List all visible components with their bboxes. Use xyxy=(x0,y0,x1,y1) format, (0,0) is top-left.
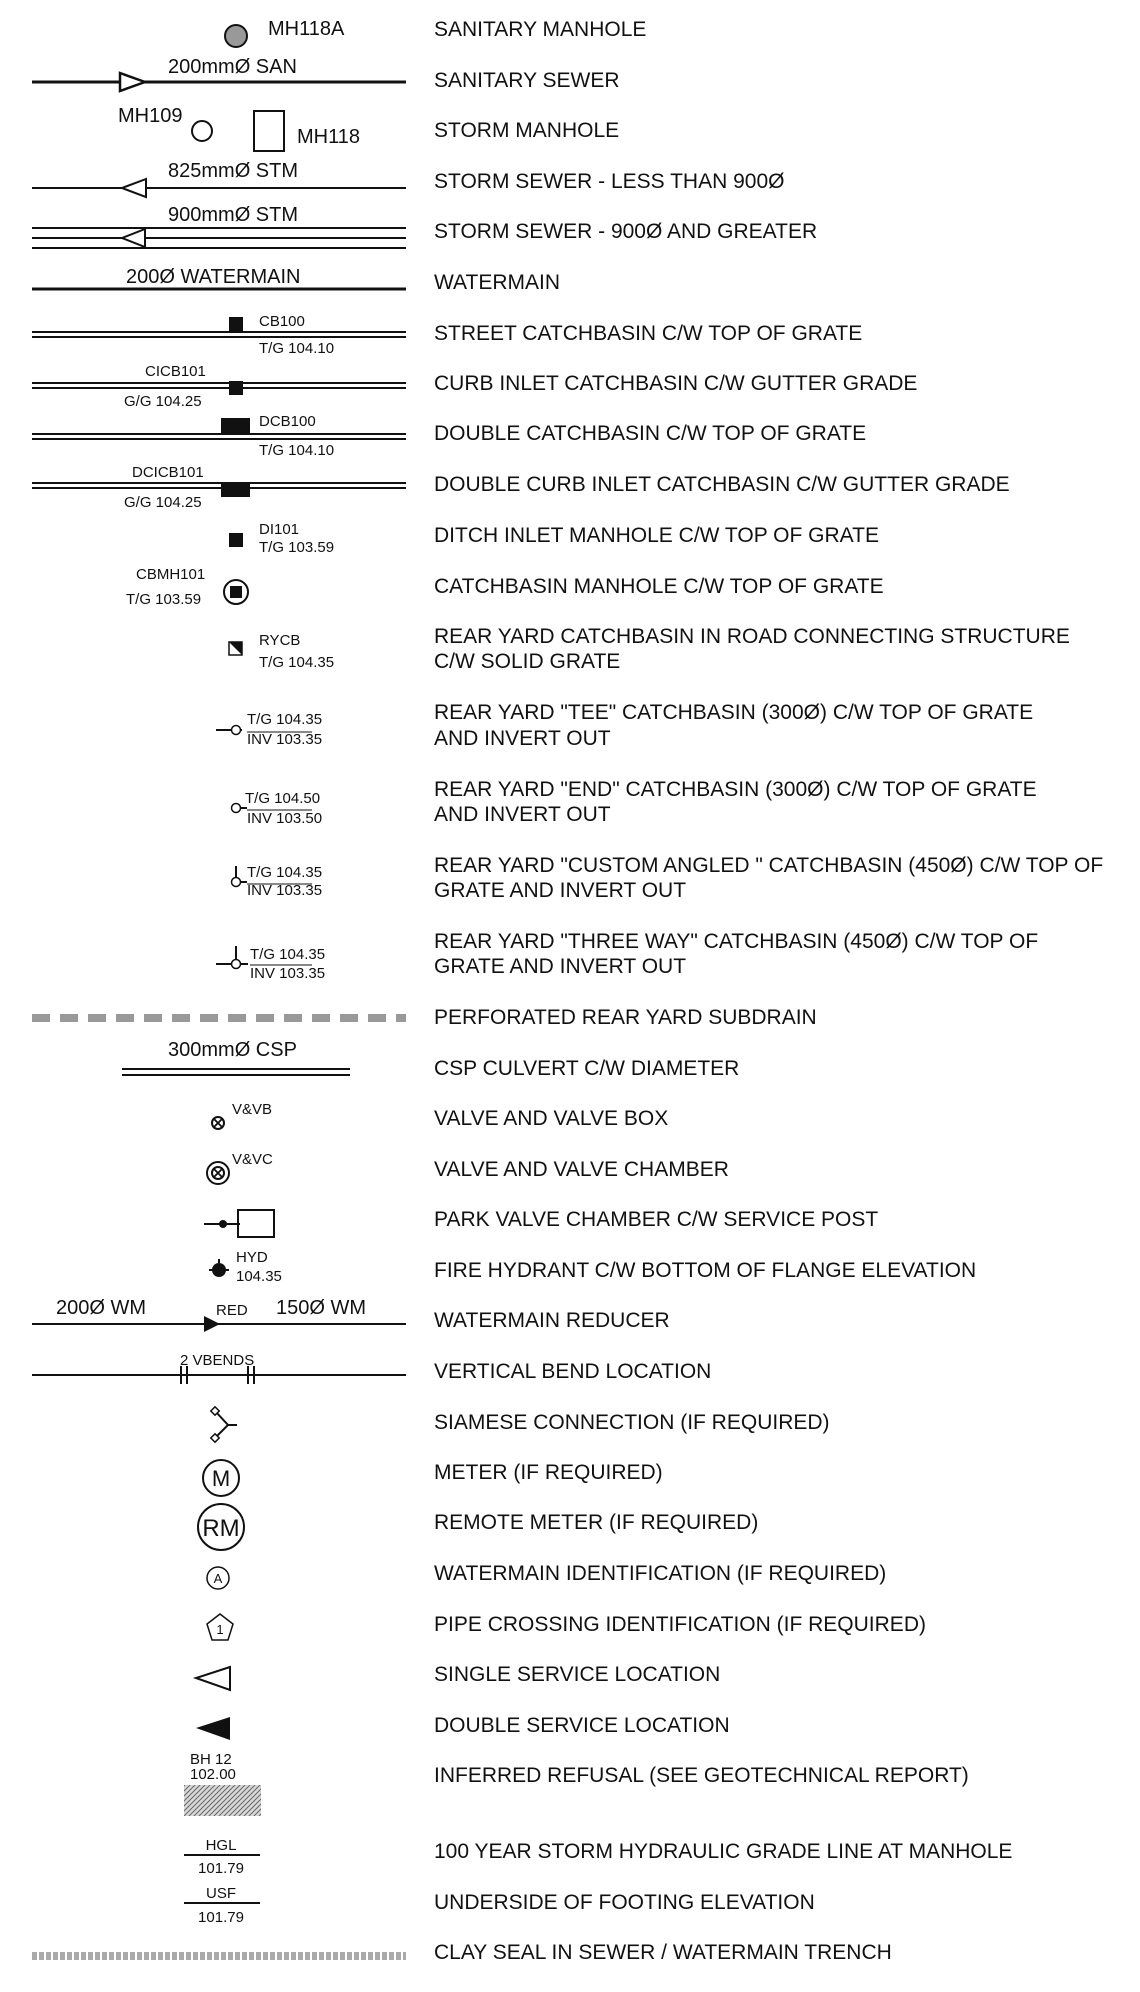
csp-culvert-symbol xyxy=(122,1039,350,1075)
rear-yard-custom-angled-catchbasin-tag-grade: T/G 104.35 xyxy=(247,864,323,881)
legend-label-ditch-inlet-manhole: DITCH INLET MANHOLE C/W TOP OF GRATE xyxy=(434,524,879,547)
double-curb-inlet-catchbasin-tag-id: DCICB101 xyxy=(132,464,204,481)
sanitary-manhole-tag: MH118A xyxy=(268,18,345,40)
legend-label-pipe-crossing-identification: PIPE CROSSING IDENTIFICATION (IF REQUIRED) xyxy=(434,1613,926,1636)
siamese-connection-symbol xyxy=(211,1407,237,1442)
catchbasin-manhole-tag-grade: T/G 103.59 xyxy=(126,591,202,608)
legend-label-sanitary-sewer: SANITARY SEWER xyxy=(434,69,620,92)
double-catchbasin-symbol xyxy=(32,413,406,459)
meter-symbol xyxy=(203,1460,239,1496)
ditch-inlet-manhole-tag-grade: T/G 103.59 xyxy=(259,539,335,556)
remote-meter-symbol xyxy=(198,1504,244,1550)
legend-label-perforated-subdrain: PERFORATED REAR YARD SUBDRAIN xyxy=(434,1006,817,1029)
sanitary-sewer-tag: 200mmØ SAN xyxy=(168,56,297,78)
legend-label-watermain: WATERMAIN xyxy=(434,271,560,294)
curb-inlet-catchbasin-tag-grade: G/G 104.25 xyxy=(124,393,202,410)
legend-label-fire-hydrant: FIRE HYDRANT C/W BOTTOM OF FLANGE ELEVATION xyxy=(434,1259,977,1282)
legend-label-rear-yard-end-catchbasin: REAR YARD "END" CATCHBASIN (300Ø) C/W TOP OF GRATE xyxy=(434,778,1037,801)
legend-label-rear-yard-three-way: REAR YARD "THREE WAY" CATCHBASIN (450Ø) C/W TOP OF xyxy=(434,930,1039,953)
storm-manhole-tag-circle: MH109 xyxy=(118,105,183,127)
legend-label-clay-seal: CLAY SEAL IN SEWER / WATERMAIN TRENCH xyxy=(434,1941,892,1964)
storm-sewer-large-tag: 900mmØ STM xyxy=(168,204,299,226)
rear-yard-catchbasin-tag-grade: T/G 104.35 xyxy=(259,654,335,671)
watermain-reducer-symbol xyxy=(32,1297,406,1332)
inferred-refusal-tag-id: BH 12 xyxy=(190,1751,232,1768)
legend-label-sanitary-manhole: SANITARY MANHOLE xyxy=(434,18,647,41)
legend-label-hydraulic-grade-line: 100 YEAR STORM HYDRAULIC GRADE LINE AT MANHOLE xyxy=(434,1840,1013,1863)
rear-yard-tee-catchbasin-symbol xyxy=(216,711,322,748)
legend-label-double-service: DOUBLE SERVICE LOCATION xyxy=(434,1714,730,1737)
hydraulic-grade-line-symbol xyxy=(184,1837,260,1877)
legend-label-rear-yard-tee-catchbasin: REAR YARD "TEE" CATCHBASIN (300Ø) C/W TOP OF GRATE xyxy=(434,701,1034,724)
legend-label-double-curb-inlet-catchbasin: DOUBLE CURB INLET CATCHBASIN C/W GUTTER GRADE xyxy=(434,473,1010,496)
rear-yard-end-catchbasin-tag-grade: T/G 104.50 xyxy=(245,790,321,807)
legend-label-rear-yard-catchbasin: REAR YARD CATCHBASIN IN ROAD CONNECTING STRUCTURE xyxy=(434,625,1070,648)
rear-yard-tee-catchbasin-tag-invert: INV 103.35 xyxy=(247,731,323,748)
hydraulic-grade-line-elev: 101.79 xyxy=(198,1860,244,1877)
street-catchbasin-tag-grade: T/G 104.10 xyxy=(259,340,335,357)
legend-label-rear-yard-custom-angled: REAR YARD "CUSTOM ANGLED " CATCHBASIN (450Ø) C/W TOP OF xyxy=(434,854,1104,877)
valve-box-tag: V&VB xyxy=(232,1101,273,1118)
rear-yard-three-way-catchbasin-tag-grade: T/G 104.35 xyxy=(250,946,326,963)
rear-yard-catchbasin-symbol xyxy=(229,632,334,671)
legend-label-storm-sewer-large: STORM SEWER - 900Ø AND GREATER xyxy=(434,220,818,243)
pipe-crossing-identification-tag: 1 xyxy=(216,1622,224,1637)
legend-label-storm-sewer-small: STORM SEWER - LESS THAN 900Ø xyxy=(434,170,785,193)
valve-chamber-tag: V&VC xyxy=(232,1151,273,1168)
rear-yard-custom-angled-catchbasin-symbol xyxy=(232,864,323,899)
curb-inlet-catchbasin-tag-id: CICB101 xyxy=(145,363,206,380)
legend-label-footing-elevation: UNDERSIDE OF FOOTING ELEVATION xyxy=(434,1891,815,1914)
csp-culvert-tag: 300mmØ CSP xyxy=(168,1039,297,1061)
meter-tag: M xyxy=(211,1466,231,1491)
double-curb-inlet-catchbasin-tag-grade: G/G 104.25 xyxy=(124,494,202,511)
rear-yard-end-catchbasin-tag-invert: INV 103.50 xyxy=(247,810,323,827)
legend-label-valve-box: VALVE AND VALVE BOX xyxy=(434,1107,669,1130)
ditch-inlet-manhole-tag-id: DI101 xyxy=(259,521,300,538)
rear-yard-three-way-catchbasin-tag-invert: INV 103.35 xyxy=(250,965,326,982)
legend-label-single-service: SINGLE SERVICE LOCATION xyxy=(434,1663,721,1686)
legend-label-csp-culvert: CSP CULVERT C/W DIAMETER xyxy=(434,1057,740,1080)
rear-yard-custom-angled-catchbasin-tag-invert: INV 103.35 xyxy=(247,882,323,899)
legend-label-park-valve-chamber: PARK VALVE CHAMBER C/W SERVICE POST xyxy=(434,1208,879,1231)
fire-hydrant-tag-id: HYD xyxy=(236,1249,268,1266)
catchbasin-manhole-tag-id: CBMH101 xyxy=(136,566,206,583)
pipe-crossing-identification-symbol xyxy=(207,1614,233,1640)
ditch-inlet-manhole-symbol xyxy=(229,521,334,556)
watermain-symbol xyxy=(32,266,406,289)
legend-label-storm-manhole: STORM MANHOLE xyxy=(434,119,620,142)
watermain-reducer-tag-to: 150Ø WM xyxy=(276,1297,367,1319)
legend-label-rear-yard-three-way-line2: GRATE AND INVERT OUT xyxy=(434,955,687,978)
double-service-symbol xyxy=(196,1717,230,1740)
single-service-symbol xyxy=(196,1667,230,1690)
street-catchbasin-tag-id: CB100 xyxy=(259,313,305,330)
storm-sewer-small-tag: 825mmØ STM xyxy=(168,160,299,182)
watermain-identification-symbol xyxy=(207,1567,229,1589)
legend-label-curb-inlet-catchbasin: CURB INLET CATCHBASIN C/W GUTTER GRADE xyxy=(434,372,918,395)
legend-label-vertical-bend: VERTICAL BEND LOCATION xyxy=(434,1360,712,1383)
inferred-refusal-symbol xyxy=(184,1751,261,1816)
fire-hydrant-symbol xyxy=(209,1249,282,1285)
street-catchbasin-symbol xyxy=(32,313,406,357)
rear-yard-end-catchbasin-symbol xyxy=(232,790,323,827)
legend-label-siamese-connection: SIAMESE CONNECTION (IF REQUIRED) xyxy=(434,1411,830,1434)
legend-label-double-catchbasin: DOUBLE CATCHBASIN C/W TOP OF GRATE xyxy=(434,422,867,445)
legend-label-remote-meter: REMOTE METER (IF REQUIRED) xyxy=(434,1511,759,1534)
storm-manhole-tag-square: MH118 xyxy=(297,126,360,148)
footing-elevation-elev: 101.79 xyxy=(198,1909,244,1926)
rear-yard-tee-catchbasin-tag-grade: T/G 104.35 xyxy=(247,711,323,728)
curb-inlet-catchbasin-symbol xyxy=(32,363,406,410)
legend-label-rear-yard-end-catchbasin-line2: AND INVERT OUT xyxy=(434,803,611,826)
watermain-tag: 200Ø WATERMAIN xyxy=(126,266,301,288)
vertical-bend-symbol xyxy=(32,1352,406,1384)
legend-label-valve-chamber: VALVE AND VALVE CHAMBER xyxy=(434,1158,729,1181)
legend-label-catchbasin-manhole: CATCHBASIN MANHOLE C/W TOP OF GRATE xyxy=(434,575,884,598)
legend-label-rear-yard-tee-catchbasin-line2: AND INVERT OUT xyxy=(434,727,611,750)
watermain-reducer-tag-from: 200Ø WM xyxy=(56,1297,147,1319)
valve-chamber-symbol xyxy=(207,1151,273,1184)
catchbasin-manhole-symbol xyxy=(126,566,248,608)
legend-label-rear-yard-catchbasin-line2: C/W SOLID GRATE xyxy=(434,650,621,673)
legend-label-watermain-reducer: WATERMAIN REDUCER xyxy=(434,1309,670,1332)
storm-sewer-small-symbol xyxy=(32,160,406,197)
remote-meter-tag: RM xyxy=(202,1515,240,1542)
double-curb-inlet-catchbasin-symbol xyxy=(32,464,406,511)
legend-label-street-catchbasin: STREET CATCHBASIN C/W TOP OF GRATE xyxy=(434,322,863,345)
rear-yard-catchbasin-tag-id: RYCB xyxy=(259,632,301,649)
double-catchbasin-tag-id: DCB100 xyxy=(259,413,316,430)
legend-descriptions xyxy=(434,18,1103,1964)
vertical-bend-tag: 2 VBENDS xyxy=(180,1352,255,1369)
storm-sewer-large-symbol xyxy=(32,204,406,248)
footing-elevation-symbol xyxy=(184,1885,260,1926)
watermain-identification-tag: A xyxy=(213,1571,223,1586)
park-valve-chamber-symbol xyxy=(204,1210,274,1237)
fire-hydrant-tag-elev: 104.35 xyxy=(236,1268,282,1285)
rear-yard-three-way-catchbasin-symbol xyxy=(216,946,325,982)
inferred-refusal-tag-elev: 102.00 xyxy=(190,1766,236,1783)
hydraulic-grade-line-tag: HGL xyxy=(205,1837,237,1854)
legend-label-meter: METER (IF REQUIRED) xyxy=(434,1461,663,1484)
footing-elevation-tag: USF xyxy=(206,1885,236,1902)
watermain-reducer-tag-red: RED xyxy=(216,1302,248,1319)
double-catchbasin-tag-grade: T/G 104.10 xyxy=(259,442,335,459)
legend-label-watermain-identification: WATERMAIN IDENTIFICATION (IF REQUIRED) xyxy=(434,1562,887,1585)
sanitary-sewer-symbol xyxy=(32,56,406,91)
storm-manhole-symbol xyxy=(118,105,360,151)
legend-label-rear-yard-custom-angled-line2: GRATE AND INVERT OUT xyxy=(434,879,687,902)
valve-box-symbol xyxy=(212,1101,272,1129)
sanitary-manhole-symbol xyxy=(225,18,345,47)
legend-label-inferred-refusal: INFERRED REFUSAL (SEE GEOTECHNICAL REPORT) xyxy=(434,1764,969,1787)
